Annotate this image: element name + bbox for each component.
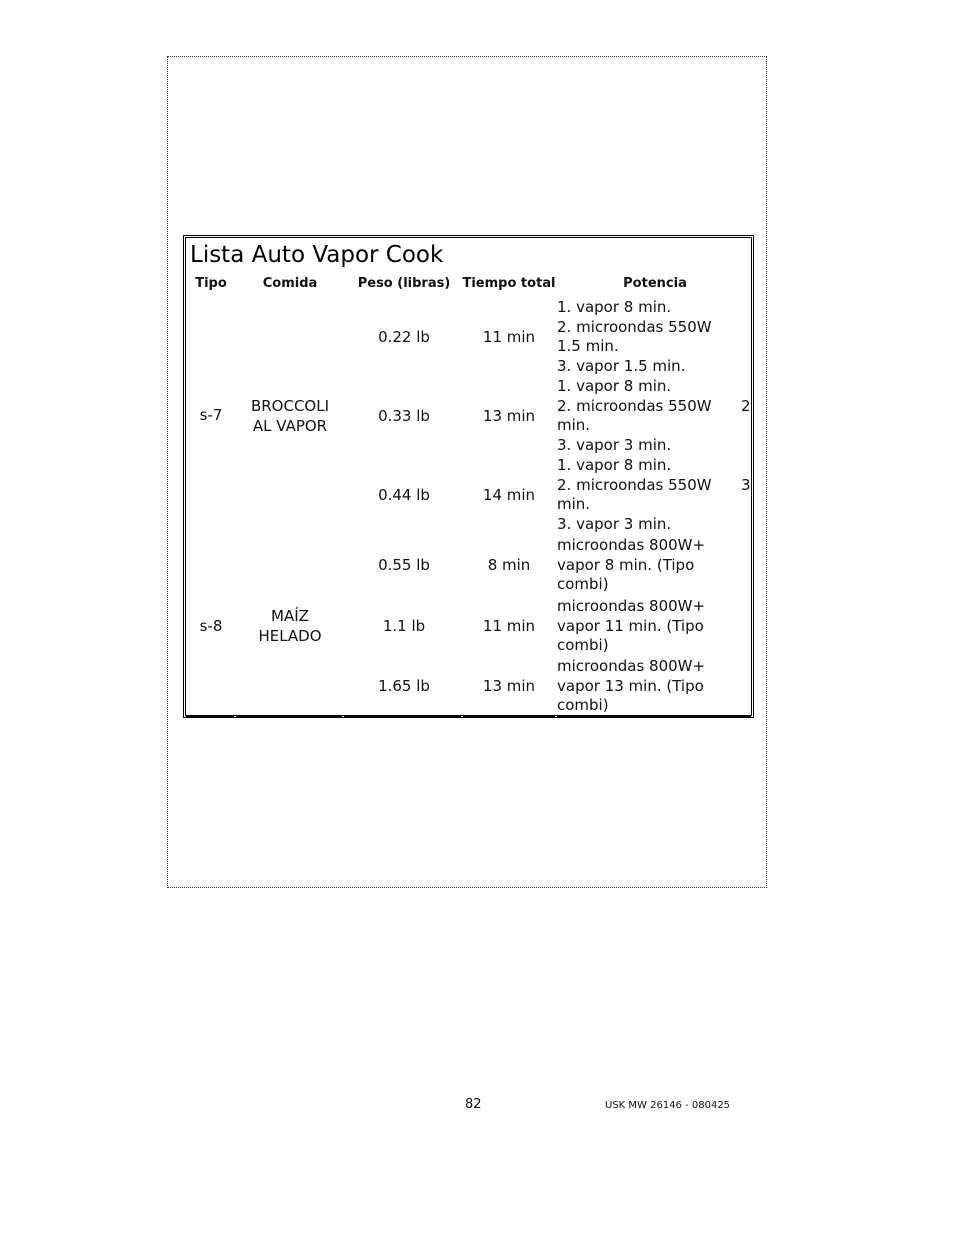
comida-line: BROCCOLI [250, 397, 330, 415]
potencia-cell [557, 456, 712, 535]
potencia-cell [557, 597, 705, 656]
potencia-line: vapor 11 min. (Tipo [557, 616, 704, 635]
comida-cell [236, 397, 344, 436]
tiempo-cell: 13 min [482, 677, 536, 695]
peso-cell: 0.22 lb [378, 328, 430, 346]
peso-cell: 0.33 lb [378, 407, 430, 425]
comida-line: HELADO [258, 626, 322, 645]
potencia-line: 1. vapor 8 min. [557, 456, 672, 474]
potencia-line: combi) [557, 575, 609, 594]
potencia-line: 2. microondas 550W [557, 475, 712, 494]
potencia-line: 3. vapor 3 min. [557, 515, 672, 534]
potencia-cell [557, 377, 712, 456]
potencia-line: microondas 800W+ [557, 597, 706, 615]
tiempo-cell: 8 min [487, 556, 531, 574]
potencia-line: vapor 13 min. (Tipo [557, 676, 704, 695]
column-rule [186, 716, 234, 718]
potencia-line: 3. vapor 1.5 min. [557, 357, 686, 376]
edge-number: 3 [741, 476, 751, 494]
column-rule [463, 716, 555, 718]
potencia-line: combi) [557, 636, 609, 655]
auto-vapor-cook-table [183, 235, 754, 718]
peso-cell: 0.55 lb [378, 556, 430, 574]
header-comida: Comida [262, 276, 318, 291]
tipo-cell: s-8 [199, 617, 223, 635]
potencia-line: 2. microondas 550W [557, 396, 712, 415]
comida-line: MAÍZ [271, 607, 309, 625]
peso-cell: 1.1 lb [382, 617, 426, 635]
peso-cell: 0.44 lb [378, 486, 430, 504]
column-rule [236, 716, 342, 718]
potencia-line: 1. vapor 8 min. [557, 377, 672, 395]
column-rule [344, 716, 461, 718]
tiempo-cell: 14 min [482, 486, 536, 504]
potencia-line: 2. microondas 550W [557, 317, 712, 336]
document-code: USK MW 26146 - 080425 [605, 1100, 731, 1111]
tiempo-cell: 13 min [482, 407, 536, 425]
column-rule [557, 716, 751, 718]
potencia-cell [557, 657, 705, 716]
comida-cell [236, 607, 344, 646]
potencia-line: min. [557, 416, 591, 435]
potencia-line: 3. vapor 3 min. [557, 436, 672, 455]
tiempo-cell: 11 min [482, 617, 536, 635]
page-number: 82 [465, 1097, 482, 1112]
tiempo-cell: 11 min [482, 328, 536, 346]
potencia-line: combi) [557, 696, 609, 715]
potencia-cell [557, 536, 705, 595]
header-tipo: Tipo [195, 276, 227, 291]
potencia-line: microondas 800W+ [557, 536, 706, 554]
header-potencia: Potencia [623, 276, 687, 291]
header-tiempo: Tiempo total [462, 276, 556, 291]
peso-cell: 1.65 lb [378, 677, 430, 695]
potencia-line: vapor 8 min. (Tipo [557, 555, 695, 574]
potencia-line: microondas 800W+ [557, 657, 706, 675]
tipo-cell: s-7 [199, 406, 223, 424]
header-peso: Peso (libras) [357, 276, 451, 291]
comida-line: AL VAPOR [252, 416, 328, 435]
potencia-line: 1.5 min. [557, 337, 619, 356]
table-title: Lista Auto Vapor Cook [190, 242, 444, 268]
potencia-cell [557, 298, 712, 377]
potencia-line: 1. vapor 8 min. [557, 298, 672, 316]
edge-number: 2 [741, 397, 751, 415]
potencia-line: min. [557, 495, 591, 514]
